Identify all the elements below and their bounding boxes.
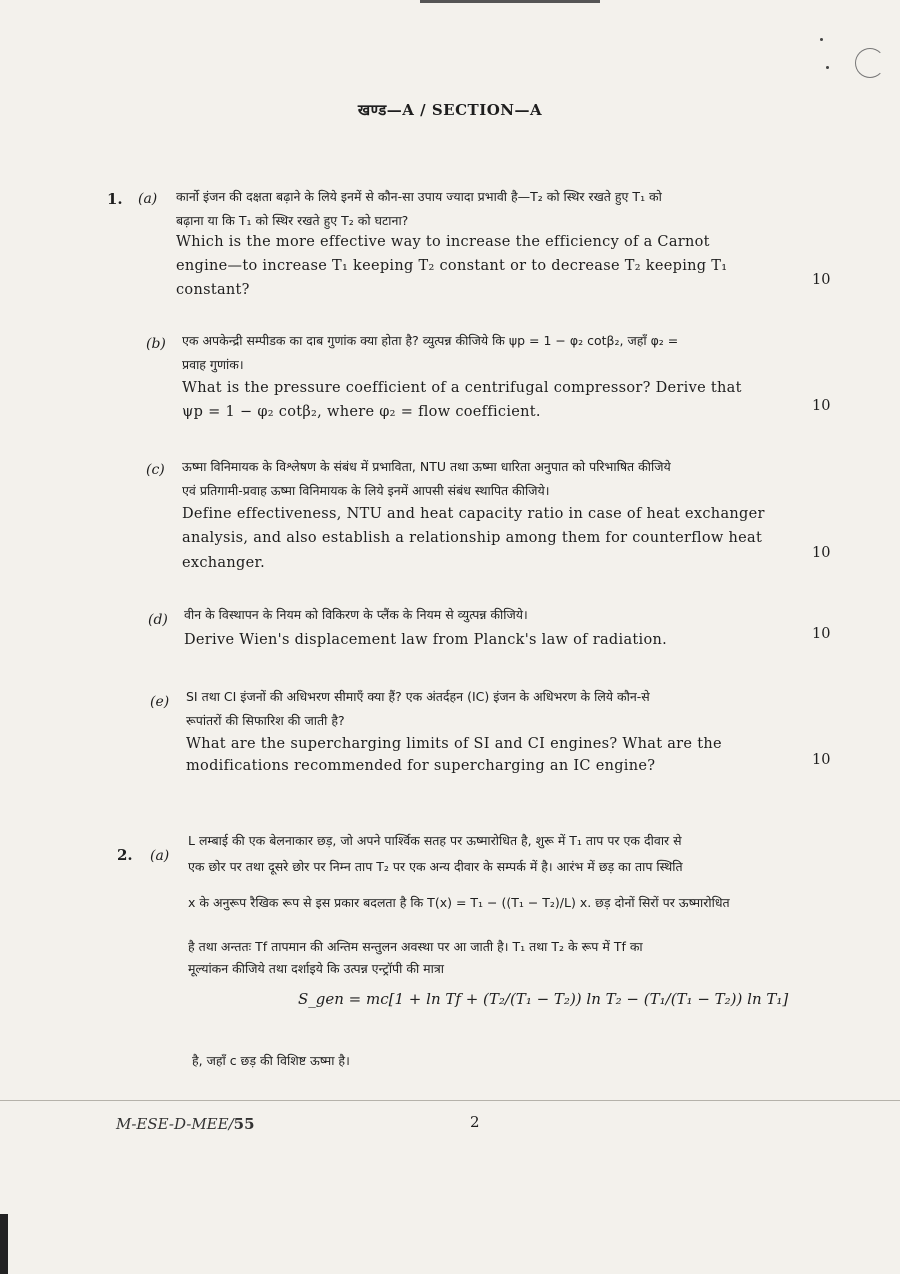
footer-rule [0, 1100, 900, 1101]
part-label: (e) [150, 694, 170, 710]
section-title: खण्ड—A / SECTION—A [357, 101, 543, 119]
marks: 10 [812, 626, 831, 642]
english-line: Define effectiveness, NTU and heat capacity ratio in case of heat exchanger [182, 506, 765, 522]
paper-code-text: M-ESE-D-MEE/ [116, 1115, 234, 1133]
binder-shadow [0, 1214, 8, 1274]
english-line: What is the pressure coefficient of a centrifugal compressor? Derive that [182, 380, 742, 396]
english-line: ψp = 1 − φ₂ cotβ₂, where φ₂ = flow coefficient. [182, 404, 541, 420]
paper-code [116, 1115, 255, 1133]
top-edge-line [420, 0, 600, 3]
corner-stamp [855, 48, 885, 78]
english-line: What are the supercharging limits of SI and CI engines? What are the [186, 736, 722, 752]
hindi-line: एवं प्रतिगामी-प्रवाह ऊष्मा विनिमायक के लिये इनमें आपसी संबंध स्थापित कीजिये। [182, 483, 550, 498]
english-line: Derive Wien's displacement law from Planck's law of radiation. [184, 632, 668, 648]
english-line: engine—to increase T₁ keeping T₂ constant or to decrease T₂ keeping T₁ [176, 258, 728, 274]
english-line: modifications recommended for supercharging an IC engine? [186, 758, 656, 774]
page-number: 2 [470, 1113, 480, 1131]
entropy-formula: S_gen = mc[1 + ln Tf + (T₂/(T₁ − T₂)) ln T₂ − (T₁/(T₁ − T₂)) ln T₁] [298, 990, 789, 1008]
english-line: exchanger. [182, 555, 266, 571]
marks: 10 [812, 545, 831, 561]
hindi-line: ऊष्मा विनिमायक के विश्लेषण के संबंध में प्रभाविता, NTU तथा ऊष्मा धारिता अनुपात को परिभाषित कीजिये [182, 459, 671, 474]
part-label: (c) [146, 462, 165, 478]
hindi-line: बढ़ाना या कि T₁ को स्थिर रखते हुए T₂ को घटाना? [176, 213, 409, 228]
marks: 10 [812, 752, 831, 768]
question-number: 2. [117, 846, 133, 864]
hindi-line: SI तथा CI इंजनों की अधिभरण सीमाएँ क्या हैं? एक अंतर्दहन (IC) इंजन के अधिभरण के लिये कौन-से [186, 689, 650, 704]
marks: 10 [812, 272, 831, 288]
hindi-line: है, जहाँ c छड़ की विशिष्ट ऊष्मा है। [192, 1053, 350, 1068]
hindi-line: x के अनुरूप रैखिक रूप से इस प्रकार बदलता है कि T(x) = T₁ − ((T₁ − T₂)/L) x. छड़ दोनों सिरों पर ऊष्मारोधित [188, 895, 730, 910]
english-line: Which is the more effective way to increase the efficiency of a Carnot [176, 234, 710, 250]
part-label: (b) [146, 336, 166, 352]
part-label: (a) [150, 848, 170, 864]
part-label: (d) [148, 612, 168, 628]
part-label: (a) [138, 191, 158, 207]
question-number: 1. [107, 190, 123, 208]
scan-mark [820, 38, 823, 41]
scan-mark [826, 66, 829, 69]
paper-code-number: 55 [233, 1115, 255, 1133]
hindi-line: एक अपकेन्द्री सम्पीडक का दाब गुणांक क्या होता है? व्युत्पन्न कीजिये कि ψp = 1 − φ₂ cotβ₂, जहाँ φ₂ = [182, 333, 679, 348]
hindi-line: एक छोर पर तथा दूसरे छोर पर निम्न ताप T₂ पर एक अन्य दीवार के सम्पर्क में है। आरंभ में छड़ का ताप स्थिति [188, 859, 683, 874]
hindi-line: मूल्यांकन कीजिये तथा दर्शाइये कि उत्पन्न एन्ट्रॉपी की मात्रा [188, 961, 445, 976]
english-line: analysis, and also establish a relationship among them for counterflow heat [182, 530, 763, 546]
hindi-line: L लम्बाई की एक बेलनाकार छड़, जो अपने पार्श्विक सतह पर ऊष्मारोधित है, शुरू में T₁ ताप पर एक दीवार से [188, 833, 682, 848]
marks: 10 [812, 398, 831, 414]
hindi-line: वीन के विस्थापन के नियम को विकिरण के प्लैंक के नियम से व्युत्पन्न कीजिये। [184, 607, 528, 622]
hindi-line: रूपांतरों की सिफारिश की जाती है? [186, 713, 345, 728]
english-line: constant? [176, 282, 250, 298]
hindi-line: है तथा अन्ततः Tf तापमान की अन्तिम सन्तुलन अवस्था पर आ जाती है। T₁ तथा T₂ के रूप में Tf का [188, 939, 643, 954]
hindi-line: प्रवाह गुणांक। [182, 357, 244, 372]
hindi-line: कार्नो इंजन की दक्षता बढ़ाने के लिये इनमें से कौन-सा उपाय ज्यादा प्रभावी है—T₂ को स्थिर रखते हुए T₁ को [176, 189, 662, 204]
